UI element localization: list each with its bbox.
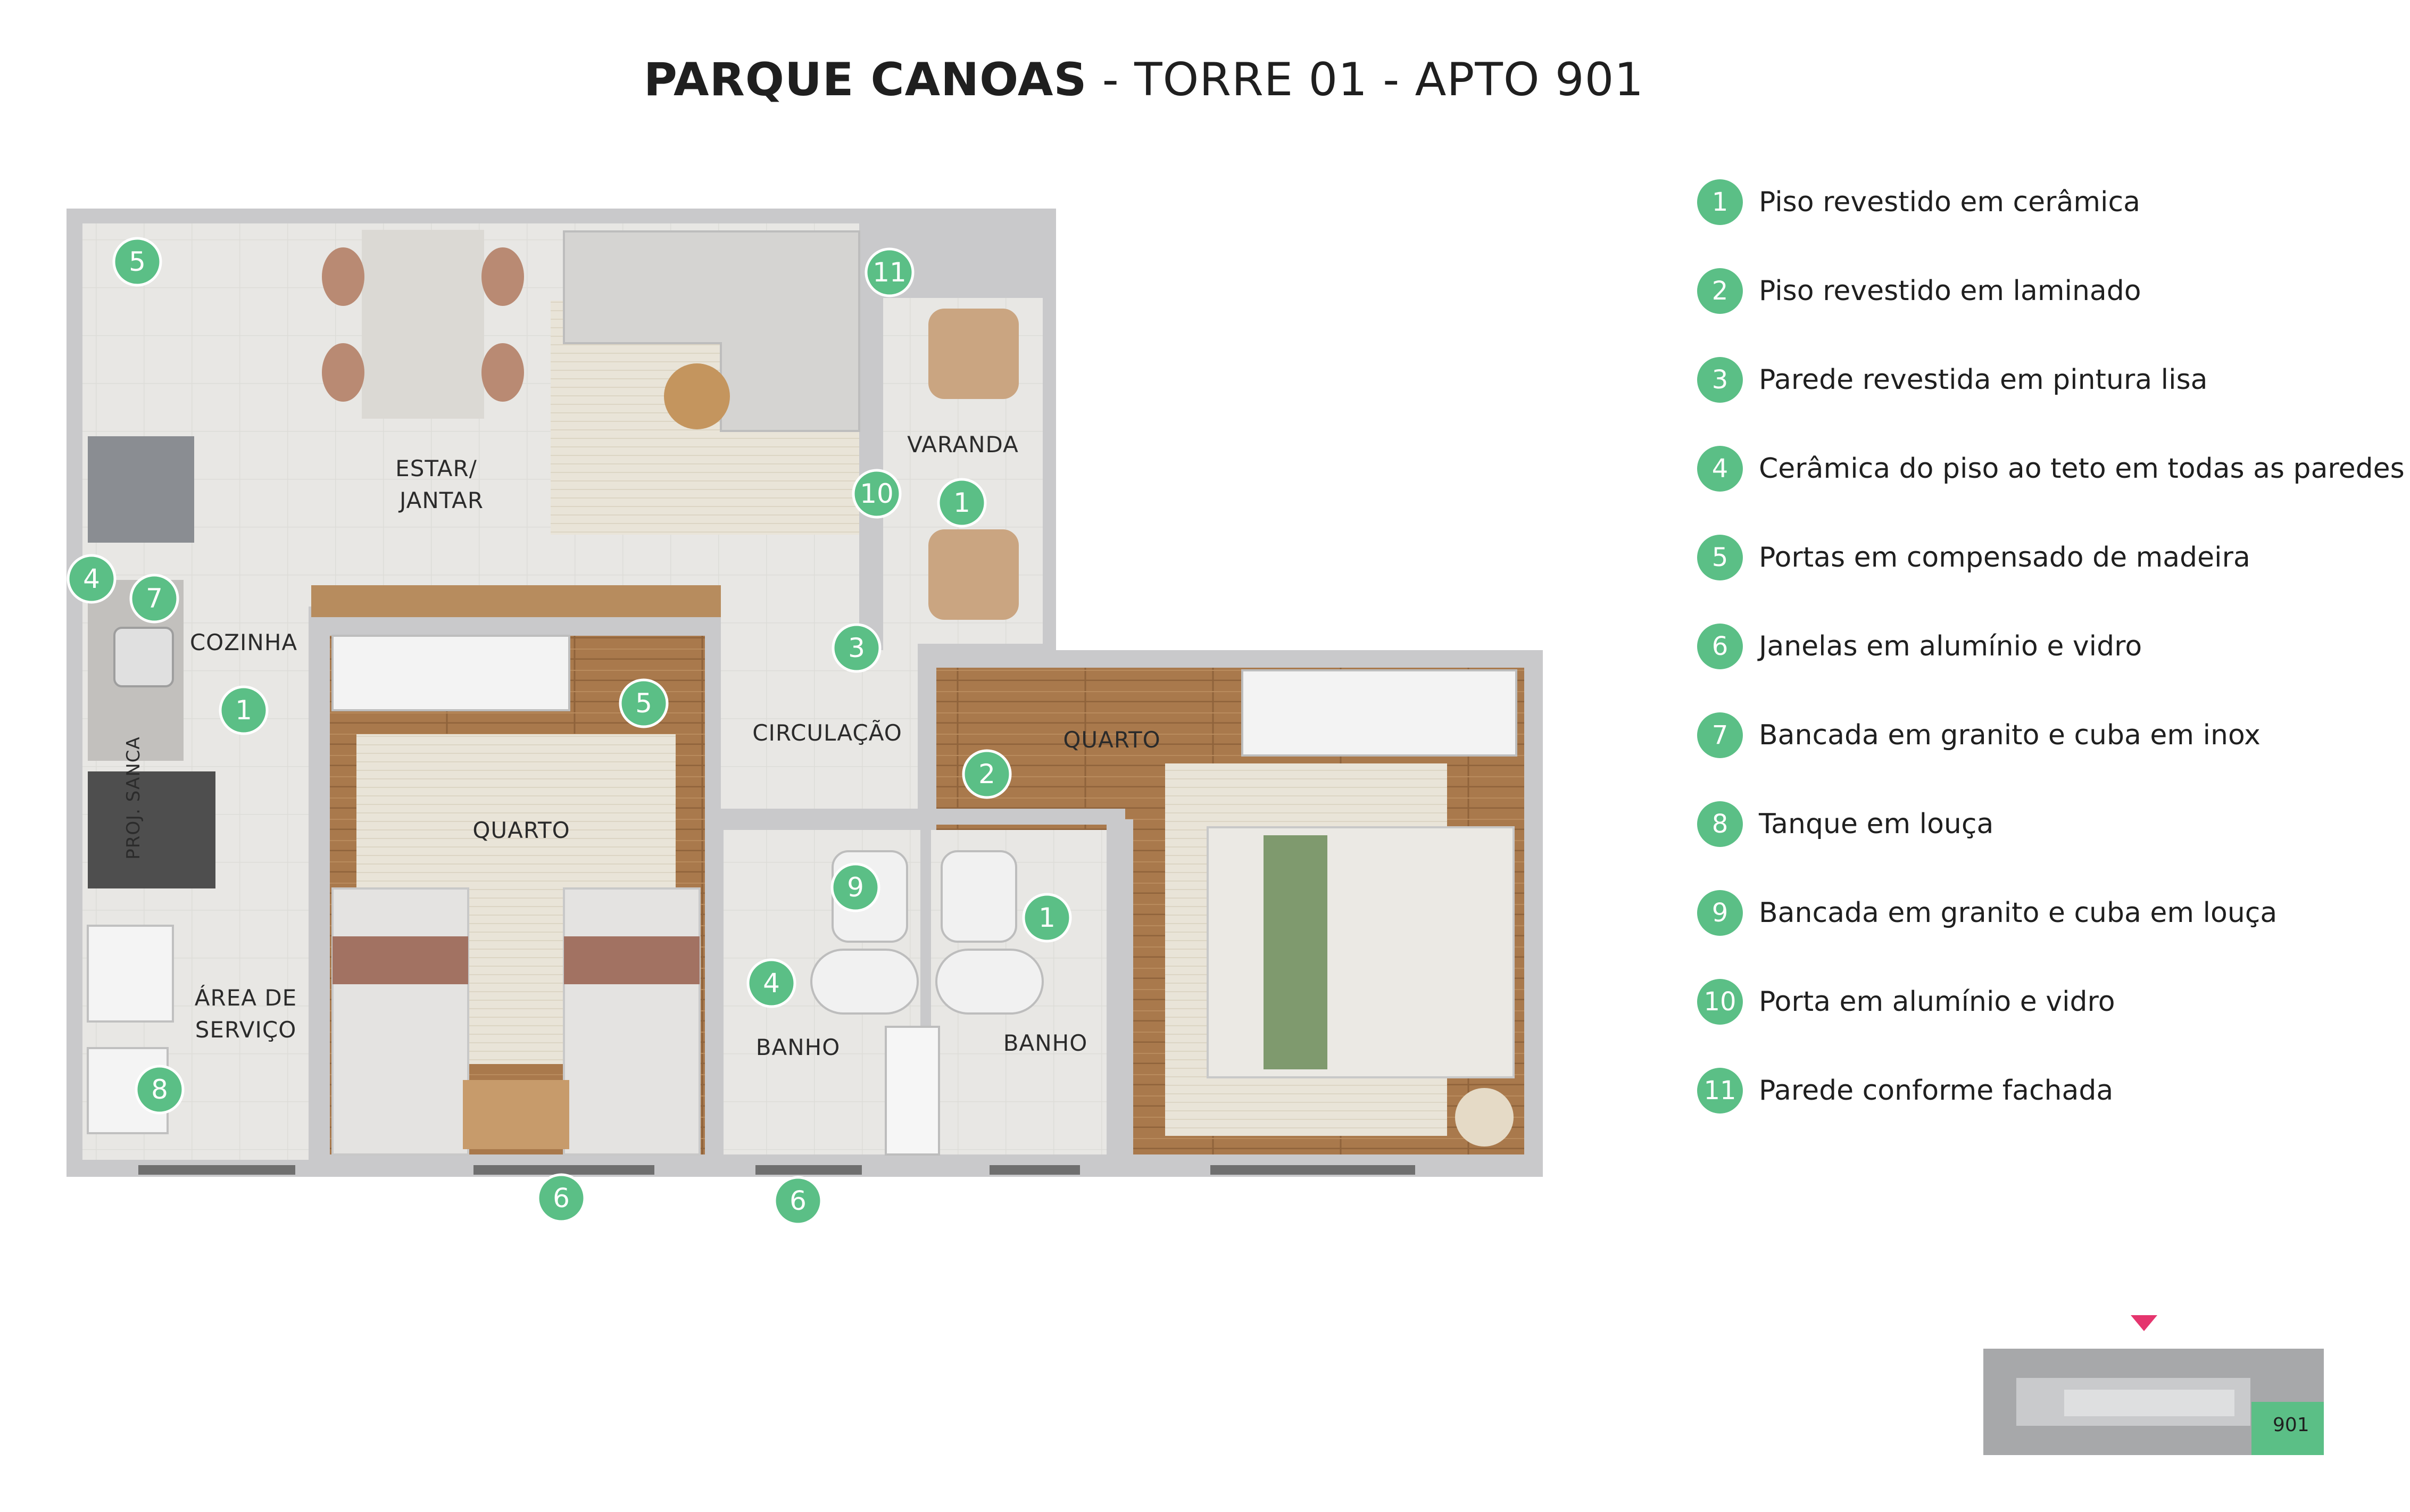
legend-number: 3 bbox=[1697, 357, 1743, 403]
plan-badge bbox=[833, 625, 880, 671]
room-label-varanda: VARANDA bbox=[907, 431, 1019, 458]
plan-badge bbox=[68, 555, 115, 602]
washing-machine bbox=[88, 926, 173, 1021]
svg-text:11: 11 bbox=[872, 257, 907, 288]
bed-runner bbox=[1264, 835, 1327, 1069]
key-plan bbox=[1983, 1315, 2324, 1455]
project-name: PARQUE CANOAS bbox=[643, 53, 1087, 106]
svg-text:1: 1 bbox=[953, 487, 970, 518]
legend-number: 5 bbox=[1697, 535, 1743, 580]
legend-text: Bancada em granito e cuba em inox bbox=[1759, 719, 2261, 751]
plan-badge bbox=[963, 751, 1010, 797]
toilet-right bbox=[936, 950, 1043, 1013]
svg-text:9: 9 bbox=[847, 872, 864, 903]
room-label-cozinha: COZINHA bbox=[189, 629, 298, 655]
coffee-table bbox=[664, 363, 730, 429]
single-bed-2 bbox=[564, 888, 700, 1154]
room-label-servico: SERVIÇO bbox=[195, 1017, 297, 1043]
toilet-left bbox=[811, 950, 918, 1013]
location-marker-icon bbox=[2131, 1315, 2157, 1331]
bed-throw-2 bbox=[564, 936, 700, 984]
plan-badge bbox=[748, 960, 795, 1007]
plan-badge bbox=[220, 687, 267, 734]
balcony-chair-top bbox=[928, 309, 1019, 399]
legend-text: Piso revestido em cerâmica bbox=[1759, 186, 2140, 218]
room-label-proj-sanca: PROJ. SANCA bbox=[123, 736, 144, 860]
room-label-banho-left: BANHO bbox=[755, 1034, 841, 1060]
balcony-chair-bottom bbox=[928, 529, 1019, 620]
plan-badge bbox=[538, 1175, 585, 1222]
plan-badge bbox=[775, 1177, 821, 1224]
svg-text:6: 6 bbox=[553, 1183, 570, 1214]
single-bed-1 bbox=[333, 888, 468, 1154]
wardrobe-right bbox=[1242, 670, 1516, 755]
dining-table bbox=[362, 230, 484, 419]
plan-badge bbox=[131, 575, 178, 622]
bed-throw-1 bbox=[333, 936, 468, 984]
legend-text: Cerâmica do piso ao teto em todas as paredes bbox=[1759, 453, 2405, 485]
legend-number: 9 bbox=[1697, 890, 1743, 936]
room-label-estar: ESTAR/ bbox=[395, 455, 477, 481]
legend-number: 11 bbox=[1697, 1068, 1743, 1114]
legend-text: Tanque em louça bbox=[1759, 808, 1994, 840]
plan-badge bbox=[853, 470, 900, 517]
room-label-banho-right: BANHO bbox=[1003, 1030, 1088, 1056]
legend-number: 10 bbox=[1697, 979, 1743, 1025]
legend-item bbox=[1697, 614, 2142, 678]
svg-text:2: 2 bbox=[978, 759, 995, 790]
nightstand bbox=[463, 1080, 569, 1149]
legend-number: 8 bbox=[1697, 801, 1743, 847]
legend-text: Porta em alumínio e vidro bbox=[1759, 986, 2115, 1018]
counter bbox=[311, 585, 721, 617]
legend-text: Janelas em alumínio e vidro bbox=[1759, 630, 2142, 662]
shower-glass bbox=[886, 1027, 939, 1154]
room-label-jantar: JANTAR bbox=[399, 487, 484, 513]
kitchen-sink bbox=[114, 628, 173, 686]
svg-text:1: 1 bbox=[235, 695, 252, 726]
legend-item bbox=[1697, 881, 2277, 945]
plan-badge bbox=[114, 238, 161, 285]
legend-item bbox=[1697, 1059, 2113, 1123]
keyplan-unit-label: 901 bbox=[2273, 1414, 2309, 1436]
legend-item bbox=[1697, 970, 2115, 1034]
legend-text: Portas em compensado de madeira bbox=[1759, 542, 2250, 574]
unit-name: - TORRE 01 - APTO 901 bbox=[1087, 53, 1644, 106]
svg-text:4: 4 bbox=[83, 563, 100, 594]
plan-badge bbox=[832, 864, 879, 911]
plan-badge bbox=[938, 479, 985, 526]
legend-number: 1 bbox=[1697, 179, 1743, 225]
room-label-area-de: ÁREA DE bbox=[194, 985, 297, 1011]
room-label-quarto-left: QUARTO bbox=[472, 817, 570, 843]
bath-sink-right bbox=[942, 851, 1016, 942]
plan-badge bbox=[1024, 894, 1070, 941]
svg-text:10: 10 bbox=[860, 478, 894, 509]
fridge bbox=[88, 436, 194, 543]
legend-number: 4 bbox=[1697, 446, 1743, 492]
plan-badge bbox=[866, 249, 913, 296]
legend-item bbox=[1697, 437, 2405, 501]
legend-text: Piso revestido em laminado bbox=[1759, 275, 2141, 307]
plan-badge bbox=[136, 1066, 183, 1113]
legend-text: Parede conforme fachada bbox=[1759, 1075, 2114, 1107]
wardrobe-left bbox=[333, 636, 569, 710]
legend-item bbox=[1697, 348, 2208, 412]
svg-text:6: 6 bbox=[790, 1185, 807, 1216]
cooktop bbox=[88, 771, 215, 888]
legend-number: 7 bbox=[1697, 712, 1743, 758]
svg-text:1: 1 bbox=[1038, 902, 1056, 933]
room-label-quarto-right: QUARTO bbox=[1063, 727, 1161, 753]
legend-text: Parede revestida em pintura lisa bbox=[1759, 364, 2208, 396]
legend-item bbox=[1697, 792, 1993, 856]
legend-text: Bancada em granito e cuba em louça bbox=[1759, 897, 2278, 929]
legend-item bbox=[1697, 526, 2250, 589]
bedside-lamp bbox=[1455, 1088, 1514, 1147]
svg-text:7: 7 bbox=[146, 583, 163, 614]
double-bed bbox=[1208, 827, 1514, 1077]
svg-text:5: 5 bbox=[129, 246, 146, 277]
svg-text:8: 8 bbox=[151, 1074, 168, 1105]
svg-text:3: 3 bbox=[848, 633, 865, 663]
legend-item bbox=[1697, 703, 2261, 767]
svg-text:5: 5 bbox=[635, 688, 652, 719]
svg-text:4: 4 bbox=[763, 968, 780, 999]
legend-number: 6 bbox=[1697, 624, 1743, 669]
plan-badge bbox=[620, 680, 667, 727]
room-label-circulacao: CIRCULAÇÃO bbox=[752, 720, 902, 746]
legend-item bbox=[1697, 259, 2141, 323]
legend-number: 2 bbox=[1697, 268, 1743, 314]
legend-item bbox=[1697, 170, 2140, 234]
